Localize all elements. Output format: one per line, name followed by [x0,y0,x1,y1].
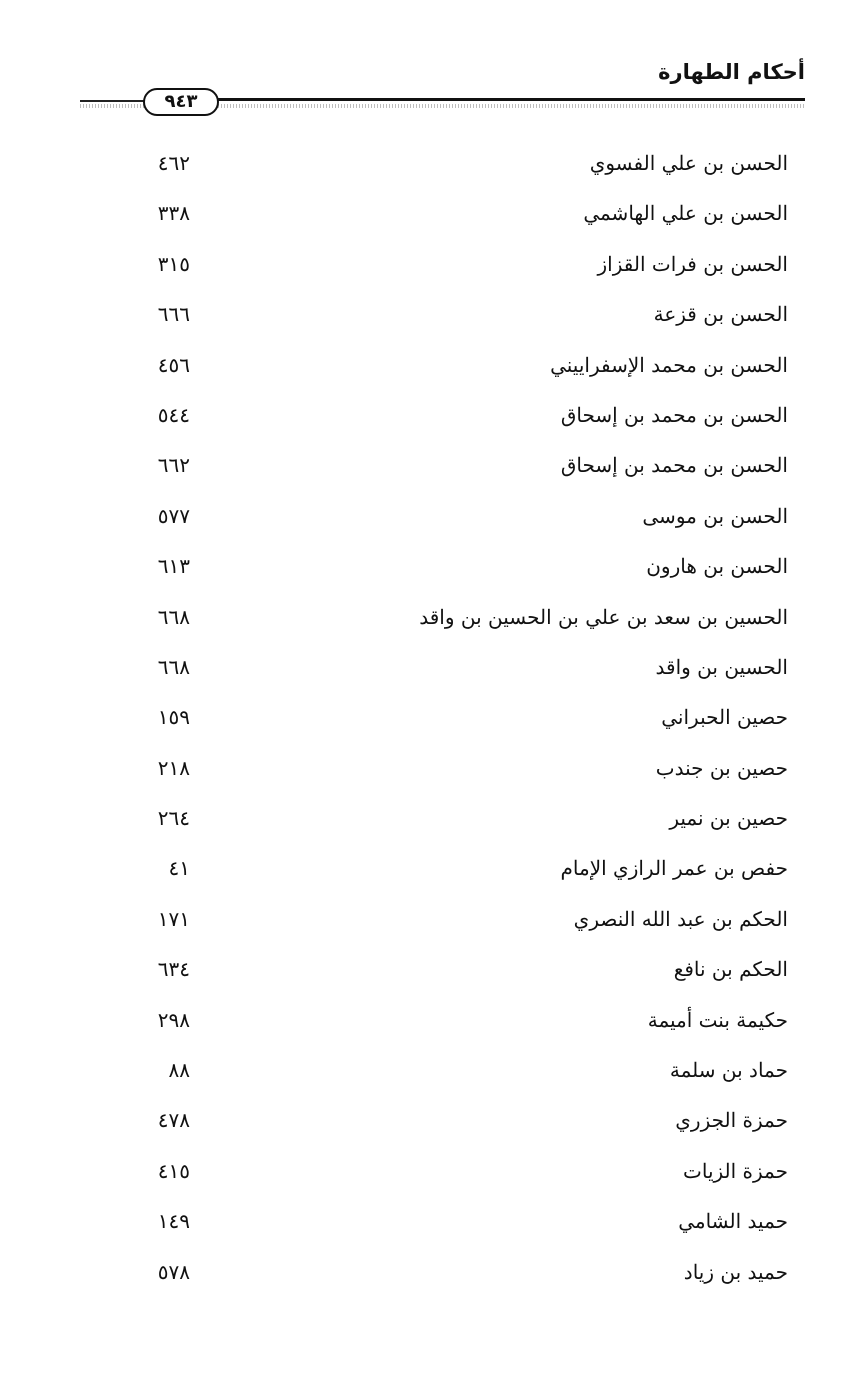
entry-page-number: ٢٦٤ [157,806,190,831]
entry-name: الحكم بن عبد الله النصري [573,906,788,931]
header-rule-left [80,100,145,102]
entry-name: حمزة الزيات [683,1158,788,1183]
index-entry [0,748,868,798]
index-entry [0,395,868,445]
entry-name: حمزة الجزري [675,1108,788,1133]
index-entry [0,546,868,596]
entry-page-number: ٥٧٨ [157,1259,190,1284]
entry-name: الحسين بن واقد [655,654,788,679]
index-entry [0,1201,868,1251]
index-entry [0,899,868,949]
entry-page-number: ١٤٩ [157,1209,190,1234]
running-title: أحكام الطهارة [658,60,805,84]
index-list [0,143,868,1302]
index-entry [0,496,868,546]
entry-name: حفص بن عمر الرازي الإمام [560,856,788,881]
page-header [0,0,868,130]
entry-page-number: ٦٦٨ [157,604,190,629]
entry-name: حصين الحبراني [661,705,788,730]
index-entry [0,949,868,999]
entry-name: الحسن بن محمد بن إسحاق [560,453,788,478]
entry-name: الحسن بن علي الفسوي [589,151,788,175]
entry-name: الحسن بن قزعة [653,302,788,327]
entry-name: الحسن بن علي الهاشمي [583,201,788,226]
index-entry [0,445,868,495]
index-entry [0,798,868,848]
entry-page-number: ١٧١ [157,906,190,931]
entry-page-number: ٣١٥ [157,251,190,276]
entry-page-number: ٦٦٨ [157,654,190,679]
entry-page-number: ١٥٩ [157,705,190,730]
index-entry [0,193,868,243]
index-entry [0,1100,868,1150]
entry-page-number: ٢١٨ [157,755,190,780]
entry-name: حكيمة بنت أميمة [647,1007,788,1032]
entry-name: الحسين بن سعد بن علي بن الحسين بن واقد [419,604,788,629]
entry-page-number: ٤٧٨ [157,1108,190,1133]
entry-name: حميد الشامي [678,1209,788,1234]
entry-page-number: ٤١ [168,856,190,881]
index-entry [0,294,868,344]
entry-name: حميد بن زياد [683,1259,788,1284]
entry-name: الحسن بن موسى [642,503,788,528]
entry-name: الحسن بن محمد الإسفراييني [550,352,788,377]
index-entry [0,697,868,747]
entry-page-number: ٨٨ [168,1058,190,1083]
index-entry [0,647,868,697]
entry-name: الحكم بن نافع [673,957,788,982]
entry-page-number: ٢٩٨ [157,1007,190,1032]
index-entry [0,143,868,193]
entry-name: حماد بن سلمة [669,1058,788,1083]
entry-page-number: ٣٣٨ [157,201,190,226]
entry-name: حصين بن نمير [669,806,788,831]
entry-name: الحسن بن فرات القزاز [597,251,788,276]
header-rule [218,98,805,101]
entry-name: حصين بن جندب [655,755,788,780]
page-number: ٩٤٣ [143,88,219,116]
entry-page-number: ٤١٥ [157,1158,190,1183]
index-entry [0,1151,868,1201]
index-entry [0,848,868,898]
index-entry [0,597,868,647]
entry-page-number: ٦٣٤ [157,957,190,982]
index-entry [0,1000,868,1050]
entry-page-number: ٦٦٦ [157,302,190,327]
index-entry [0,1050,868,1100]
entry-page-number: ٤٦٢ [157,151,190,175]
entry-page-number: ٥٧٧ [157,503,190,528]
entry-page-number: ٦٦٢ [157,453,190,478]
entry-name: الحسن بن محمد بن إسحاق [560,402,788,427]
entry-page-number: ٦١٣ [157,554,190,579]
index-entry [0,1252,868,1302]
entry-page-number: ٤٥٦ [157,352,190,377]
index-entry [0,345,868,395]
entry-page-number: ٥٤٤ [157,402,190,427]
index-entry [0,244,868,294]
entry-name: الحسن بن هارون [646,554,788,579]
